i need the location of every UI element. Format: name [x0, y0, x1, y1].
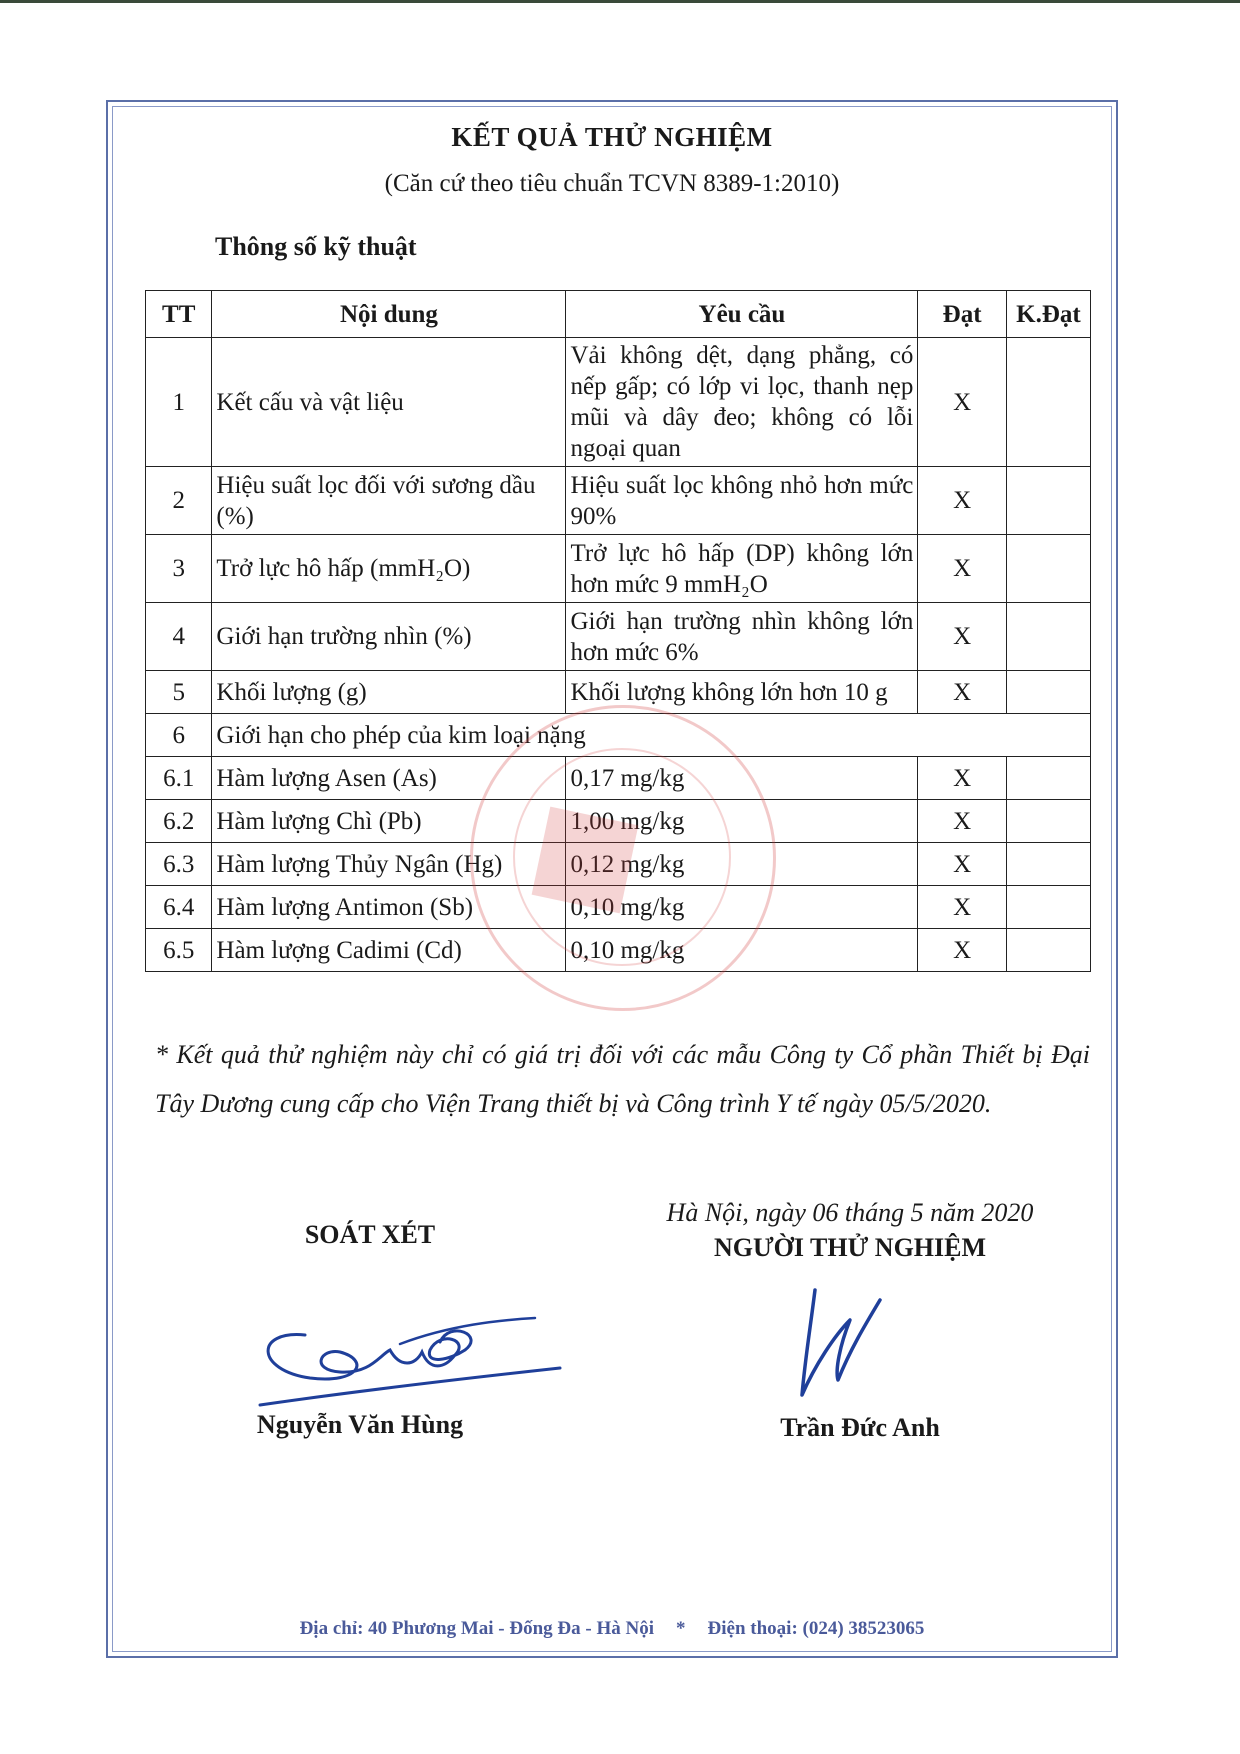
table-row	[146, 800, 1091, 843]
cell-content: Hàm lượng Cadimi (Cd)	[212, 929, 566, 972]
cell-requirement: Giới hạn trường nhìn không lớn hơn mức 6%	[566, 603, 918, 671]
cell-requirement: 0,17 mg/kg	[566, 757, 918, 800]
cell-content: Hàm lượng Asen (As)	[212, 757, 566, 800]
cell-fail	[1006, 535, 1090, 603]
cell-tt: 2	[146, 467, 212, 535]
cell-pass: X	[918, 467, 1007, 535]
table-row	[146, 886, 1091, 929]
cell-fail	[1006, 757, 1090, 800]
tester-title: NGƯỜI THỬ NGHIỆM	[713, 1233, 987, 1262]
cell-requirement: Khối lượng không lớn hơn 10 g	[566, 671, 918, 714]
table-row	[146, 843, 1091, 886]
cell-requirement: Vải không dệt, dạng phẳng, có nếp gấp; có lớp vi lọc, thanh nẹp mũi và dây đeo; không có lỗi ngoại quan	[566, 338, 918, 467]
cell-tt: 6.3	[146, 843, 212, 886]
reviewer-title: SOÁT XÉT	[304, 1220, 436, 1249]
cell-pass: X	[918, 535, 1007, 603]
cell-content: Giới hạn cho phép của kim loại nặng	[212, 714, 1091, 757]
cell-requirement: 1,00 mg/kg	[566, 800, 918, 843]
tester-name: Trần Đức Anh	[780, 1413, 940, 1442]
reviewer-name: Nguyễn Văn Hùng	[256, 1410, 464, 1439]
cell-pass: X	[918, 843, 1007, 886]
document-title: KẾT QUẢ THỬ NGHIỆM	[451, 122, 773, 152]
cell-requirement: Trở lực hô hấp (DP) không lớn hơn mức 9 mmH₂O	[566, 535, 918, 603]
table-row	[146, 757, 1091, 800]
header-requirement: Yêu cầu	[566, 291, 918, 338]
cell-tt: 6.5	[146, 929, 212, 972]
cell-tt: 6.2	[146, 800, 212, 843]
cell-fail	[1006, 800, 1090, 843]
header-fail: K.Đạt	[1006, 291, 1090, 338]
cell-content: Hàm lượng Chì (Pb)	[212, 800, 566, 843]
cell-content: Hàm lượng Thủy Ngân (Hg)	[212, 843, 566, 886]
cell-fail	[1006, 467, 1090, 535]
cell-tt: 6.4	[146, 886, 212, 929]
footer	[106, 1618, 1118, 1640]
cell-pass: X	[918, 886, 1007, 929]
table-header-row	[146, 291, 1091, 338]
cell-tt: 1	[146, 338, 212, 467]
disclaimer-note: * Kết quả thử nghiệm này chỉ có giá trị đối với các mẫu Công ty Cổ phần Thiết bị Đại Tây Dương cung cấp cho Viện Trang thiết bị và Công trình Y tế ngày 05/5/2020.	[155, 1040, 1090, 1118]
cell-requirement: 0,10 mg/kg	[566, 886, 918, 929]
cell-tt: 6	[146, 714, 212, 757]
table-row	[146, 338, 1091, 467]
cell-content: Trở lực hô hấp (mmH₂O)	[212, 535, 566, 603]
cell-tt: 5	[146, 671, 212, 714]
table-row	[146, 467, 1091, 535]
cell-fail	[1006, 671, 1090, 714]
cell-requirement: 0,12 mg/kg	[566, 843, 918, 886]
table-row	[146, 671, 1091, 714]
cell-fail	[1006, 843, 1090, 886]
cell-pass: X	[918, 603, 1007, 671]
section-title: Thông số kỹ thuật	[215, 232, 417, 261]
cell-tt: 3	[146, 535, 212, 603]
top-edge-rule	[0, 0, 1240, 3]
cell-fail	[1006, 929, 1090, 972]
cell-fail	[1006, 338, 1090, 467]
cell-content: Hàm lượng Antimon (Sb)	[212, 886, 566, 929]
cell-requirement: Hiệu suất lọc không nhỏ hơn mức 90%	[566, 467, 918, 535]
table-row	[146, 929, 1091, 972]
footer-address: Địa chỉ: 40 Phương Mai - Đống Đa - Hà Nội	[299, 1618, 655, 1639]
tester-signature	[780, 1280, 900, 1410]
cell-content: Khối lượng (g)	[212, 671, 566, 714]
document-subtitle: (Căn cứ theo tiêu chuẩn TCVN 8389-1:2010)	[384, 170, 840, 197]
header-content: Nội dung	[212, 291, 566, 338]
cell-fail	[1006, 603, 1090, 671]
cell-content: Hiệu suất lọc đối với sương dầu (%)	[212, 467, 566, 535]
cell-tt: 4	[146, 603, 212, 671]
cell-pass: X	[918, 671, 1007, 714]
cell-requirement: 0,10 mg/kg	[566, 929, 918, 972]
cell-fail	[1006, 886, 1090, 929]
cell-tt: 6.1	[146, 757, 212, 800]
cell-content: Kết cấu và vật liệu	[212, 338, 566, 467]
footer-phone: Điện thoại: (024) 38523065	[707, 1618, 925, 1639]
cell-pass: X	[918, 929, 1007, 972]
header-pass: Đạt	[918, 291, 1007, 338]
reviewer-signature	[250, 1280, 570, 1410]
cell-pass: X	[918, 338, 1007, 467]
cell-pass: X	[918, 757, 1007, 800]
footer-separator: *	[676, 1618, 686, 1639]
table-row	[146, 535, 1091, 603]
spec-table	[145, 290, 1091, 972]
table-row	[146, 714, 1091, 757]
signing-date: Hà Nội, ngày 06 tháng 5 năm 2020	[666, 1198, 1034, 1227]
cell-content: Giới hạn trường nhìn (%)	[212, 603, 566, 671]
header-tt: TT	[146, 291, 212, 338]
table-row	[146, 603, 1091, 671]
cell-pass: X	[918, 800, 1007, 843]
